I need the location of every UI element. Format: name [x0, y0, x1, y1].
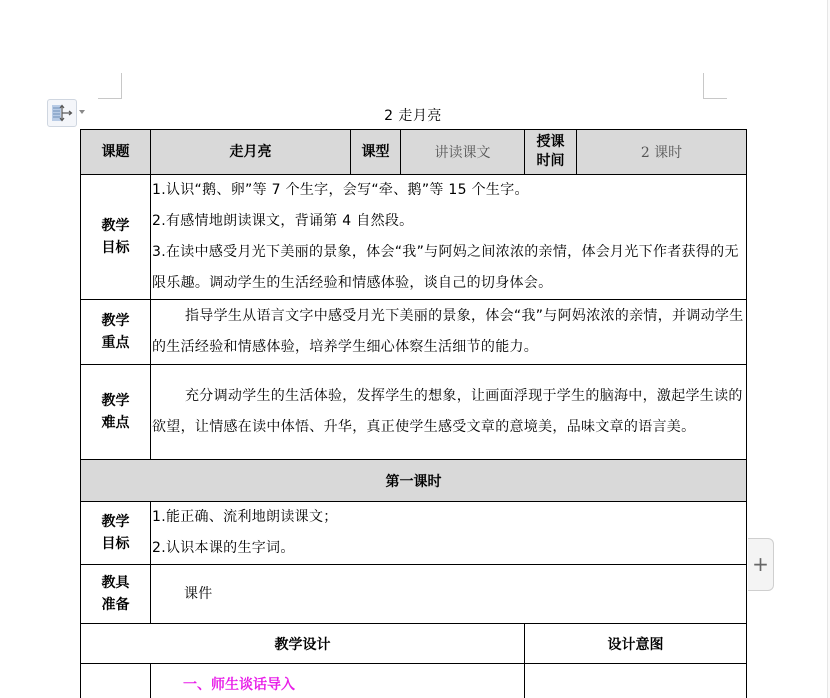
step-row-blank-cell[interactable]	[81, 664, 151, 698]
materials-row	[81, 565, 747, 624]
difficulties-content[interactable]: 充分调动学生的生活体验，发挥学生的想象，让画面浮现于学生的脑海中，激起学生读的欲望，让情感在读中体悟、升华，真正使学生感受文章的意境美，品味文章的语言美。	[151, 365, 747, 460]
topic-value[interactable]: 走月亮	[151, 130, 351, 175]
objectives-row	[81, 175, 747, 300]
time-label: 授课 时间	[525, 130, 577, 175]
difficulties-row	[81, 365, 747, 460]
step-heading[interactable]: 一、师生谈话导入	[151, 664, 525, 698]
objective-item: 1.认识“鹅、卵”等 7 个生字，会写“牵、鹅”等 15 个生字。	[152, 182, 529, 198]
lesson1-heading: 第一课时	[81, 460, 747, 502]
objective-item: 2.有感情地朗读课文，背诵第 4 自然段。	[152, 213, 414, 229]
add-row-button[interactable]	[748, 538, 774, 591]
objective-item: 3.在读中感受月光下美丽的景象，体会“我”与阿妈之间浓浓的亲情，体会月光下作者获得的无限乐趣。调动学生的生活经验和情感体验，谈自己的切身体会。	[152, 244, 739, 291]
lesson1-heading-row	[81, 460, 747, 502]
key-points-label: 教学 重点	[81, 300, 151, 365]
lesson1-objectives-content[interactable]	[151, 502, 747, 565]
objective-item: 2.认识本课的生字词。	[152, 540, 295, 556]
materials-content[interactable]: 课件	[151, 565, 747, 624]
lesson-plan-table	[80, 129, 747, 698]
type-value[interactable]: 讲读课文	[401, 130, 525, 175]
type-label: 课型	[351, 130, 401, 175]
lesson1-objectives-label: 教学 目标	[81, 502, 151, 565]
objectives-content[interactable]	[151, 175, 747, 300]
header-row	[81, 130, 747, 175]
materials-label: 教具 准备	[81, 565, 151, 624]
topic-label: 课题	[81, 130, 151, 175]
key-points-content[interactable]: 指导学生从语言文字中感受月光下美丽的景象，体会“我”与阿妈浓浓的亲情，并调动学生的生活经验和情感体验，培养学生细心体察生活细节的能力。	[151, 300, 747, 365]
design-header: 教学设计	[81, 624, 525, 664]
intent-header: 设计意图	[525, 624, 747, 664]
objectives-label: 教学 目标	[81, 175, 151, 300]
objective-item: 1.能正确、流利地朗读课文；	[152, 509, 338, 525]
step-row	[81, 664, 747, 698]
time-value[interactable]: 2 课时	[577, 130, 747, 175]
difficulties-label: 教学 难点	[81, 365, 151, 460]
design-header-row	[81, 624, 747, 664]
key-points-row	[81, 300, 747, 365]
margin-corner-mark-top-right	[703, 73, 727, 99]
document-title: 2 走月亮	[384, 108, 442, 124]
margin-corner-mark-top-left	[98, 73, 122, 99]
lesson1-objectives-row	[81, 502, 747, 565]
step-intent-cell[interactable]	[525, 664, 747, 698]
plus-icon: +	[752, 552, 769, 576]
